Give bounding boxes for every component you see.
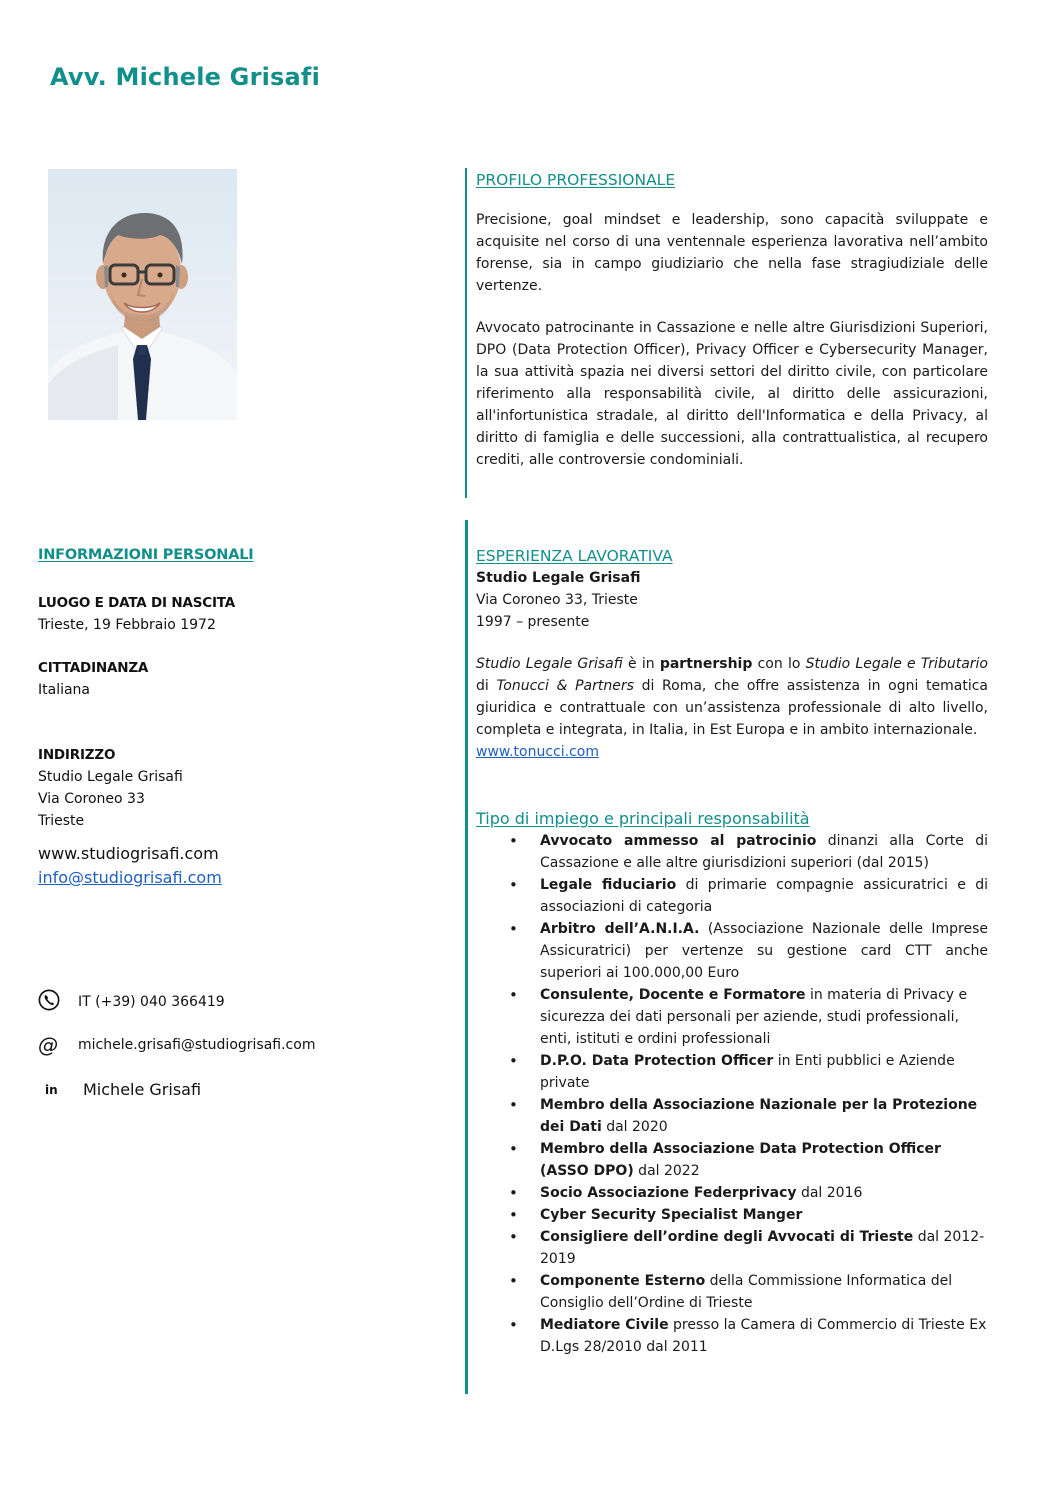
profile-photo [48,169,237,420]
list-item [476,1204,988,1226]
experience-section [476,545,988,763]
list-item [476,1270,988,1314]
list-item [476,874,988,918]
item-text: in Enti pubblici e Aziende private [540,1053,955,1091]
profile-heading: PROFILO PROFESSIONALE [476,171,676,189]
item-text: della Commissione Informatica del Consiglio dell’Ordine di Trieste [540,1273,953,1311]
linkedin-name[interactable]: Michele Grisafi [83,1080,202,1099]
personal-info-heading: INFORMAZIONI PERSONALI [38,547,254,563]
item-title: D.P.O. Data Protection Officer [540,1053,774,1069]
birth-value: Trieste, 19 Febbraio 1972 [38,617,216,633]
desc-studio-tributario: Studio Legale e Tributario [805,656,988,672]
item-text: dal 2012-2019 [540,1229,985,1267]
list-item [476,1182,988,1204]
email-link[interactable]: info@studiogrisafi.com [38,868,222,887]
item-text: dal 2022 [633,1163,700,1179]
list-item [476,1050,988,1094]
phone-number[interactable]: IT (+39) 040 366419 [78,994,225,1010]
personal-info-section [38,544,418,890]
experience-heading: ESPERIENZA LAVORATIVA [476,547,673,565]
item-text: presso la Camera di Commercio di Trieste Ex D.Lgs 28/2010 dal 2011 [540,1317,987,1355]
desc-text-4: di Roma, che offre assistenza in ogni tematica giuridica e contrattuale con un’assistenza professionale di alto livello, completa e integrata, in Italia, in Est Europa e in ambito internazionale. [476,678,988,738]
item-title: Socio Associazione Federprivacy [540,1185,797,1201]
tonucci-link[interactable]: www.tonucci.com [476,744,599,760]
list-item [476,918,988,984]
item-title: Avvocato ammesso al patrocinio [540,833,817,849]
address-line-3: Trieste [38,813,85,829]
profile-paragraph-2: Avvocato patrocinante in Cassazione e nelle altre Giurisdizioni Superiori, DPO (Data Protection Officer), Privacy Officer e Cybersecurity Manager, la sua attività spazia nei diversi settori del diritto civile, con particolare riferimento alla responsabilità civile, al diritto delle assicurazioni, all'infortunistica stradale, al diritto dell'Informatica e della Privacy, al diritto di famiglia e delle successioni, alla contrattualistica, al recupero crediti, alle controversie condominiali. [476,320,988,468]
phone-row [38,989,225,1015]
item-title: Cyber Security Specialist Manger [540,1207,803,1223]
item-title: Consigliere dell’ordine degli Avvocati di Trieste [540,1229,914,1245]
item-title: Componente Esterno [540,1273,706,1289]
list-item [476,1314,988,1358]
item-text: di primarie compagnie assicuratrici e di associazioni di categoria [540,877,988,915]
citizenship-label: CITTADINANZA [38,660,149,676]
responsibilities-list [476,830,988,1358]
address-line-2: Via Coroneo 33 [38,791,145,807]
item-text: dal 2016 [796,1185,863,1201]
linkedin-row [38,1080,201,1099]
list-item [476,1226,988,1270]
responsibilities-heading: Tipo di impiego e principali responsabilità [476,809,810,828]
email-row [38,1033,315,1057]
citizenship-value: Italiana [38,682,91,698]
profile-divider-line [465,168,467,498]
desc-text-3: di [476,678,497,694]
item-title: Membro della Associazione Data Protection Officer (ASSO DPO) [540,1141,941,1179]
work-period: 1997 – presente [476,614,590,630]
list-item [476,984,988,1050]
address-line-1: Studio Legale Grisafi [38,769,183,785]
portrait-image [48,169,237,420]
email-address[interactable]: michele.grisafi@studiogrisafi.com [78,1037,316,1053]
phone-icon [38,989,78,1015]
experience-divider-line [465,520,468,1394]
list-item [476,1094,988,1138]
profile-section [476,169,988,471]
item-text: (Associazione Nazionale delle Imprese Assicuratrici) per vertenze su gestione card CTT anche superiori ai 100.000,00 Euro [540,921,988,981]
item-text: dinanzi alla Corte di Cassazione e alle altre giurisdizioni superiori (dal 2015) [540,833,988,871]
item-title: Membro della Associazione Nazionale per la Protezione dei Dati [540,1097,978,1135]
experience-description [476,653,988,741]
item-text: dal 2020 [601,1119,668,1135]
desc-studio: Studio Legale Grisafi [476,656,623,672]
birth-label: LUOGO E DATA DI NASCITA [38,595,235,611]
linkedin-icon: in [45,1082,58,1097]
item-title: Mediatore Civile [540,1317,669,1333]
desc-text-2: con lo [752,656,806,672]
item-title: Legale fiduciario [540,877,677,893]
desc-tonucci: Tonucci & Partners [496,678,634,694]
item-text: in materia di Privacy e sicurezza dei dati personali per aziende, studi professionali, enti, istituti e ordini professionali [540,987,968,1047]
company-name: Studio Legale Grisafi [476,570,641,586]
item-title: Arbitro dell’A.N.I.A. [540,921,700,937]
page-title: Avv. Michele Grisafi [50,63,320,91]
at-icon: @ [38,1033,58,1057]
company-address: Via Coroneo 33, Trieste [476,592,638,608]
desc-text-1: è in [622,656,660,672]
address-label: INDIRIZZO [38,747,116,763]
list-item [476,830,988,874]
responsibilities-section [476,808,988,1358]
desc-partnership: partnership [659,656,753,672]
website-text[interactable]: www.studiogrisafi.com [38,844,219,863]
item-title: Consulente, Docente e Formatore [540,987,806,1003]
profile-paragraph-1: Precisione, goal mindset e leadership, sono capacità sviluppate e acquisite nel corso di una ventennale esperienza lavorativa nell’ambito forense, sia in campo giudiziario che nella fase stragiudiziale delle vertenze. [476,212,988,294]
list-item [476,1138,988,1182]
